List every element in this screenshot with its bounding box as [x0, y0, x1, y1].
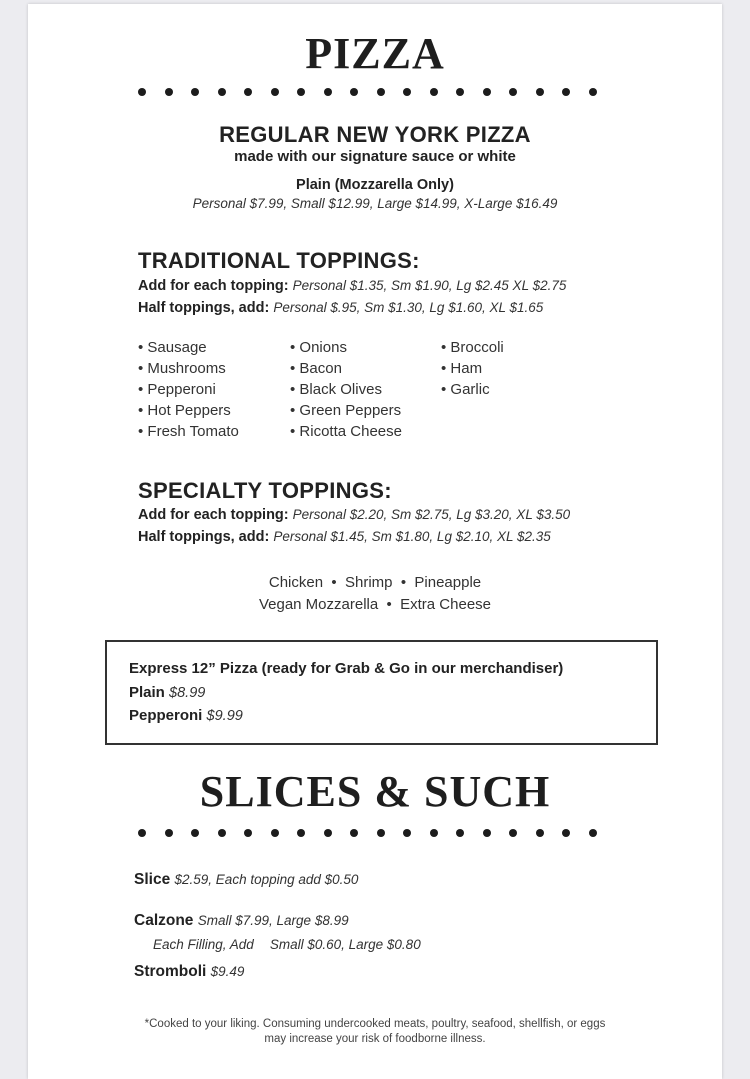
pizza-title: PIZZA — [305, 29, 445, 78]
traditional-add-label: Add for each topping: — [138, 278, 289, 294]
traditional-toppings-heading: TRADITIONAL TOPPINGS: — [138, 248, 420, 273]
topping-item: • Pepperoni — [138, 381, 216, 398]
express-item-price: $9.99 — [206, 708, 243, 724]
dot-icon — [456, 829, 464, 837]
dot-icon — [271, 88, 279, 96]
calzone-filling-line — [153, 937, 421, 953]
calzone-filling-label: Each Filling, Add — [153, 937, 254, 952]
footer-disclaimer-line-1: *Cooked to your liking. Consuming undercooked meats, poultry, seafood, shellfish, or eggs — [144, 1018, 606, 1030]
express-item-price: $8.99 — [169, 685, 206, 701]
stromboli-label: Stromboli — [134, 963, 207, 980]
topping-item: • Sausage — [138, 339, 207, 356]
regular-pizza-heading: REGULAR NEW YORK PIZZA — [219, 122, 531, 147]
plain-pizza-label: Plain (Mozzarella Only) — [296, 177, 454, 193]
express-pizza-box — [105, 640, 658, 745]
traditional-half-line — [138, 300, 543, 316]
topping-item: • Green Peppers — [290, 402, 402, 419]
dot-icon — [589, 829, 597, 837]
dot-divider — [138, 829, 597, 837]
dot-icon — [350, 88, 358, 96]
dot-icon — [536, 88, 544, 96]
dot-icon — [562, 88, 570, 96]
dot-icon — [138, 88, 146, 96]
calzone-price: Small $7.99, Large $8.99 — [197, 913, 349, 928]
traditional-half-label: Half toppings, add: — [138, 300, 270, 316]
dot-icon — [430, 88, 438, 96]
topping-item: • Onions — [290, 339, 347, 356]
traditional-add-prices: Personal $1.35, Sm $1.90, Lg $2.45 XL $2.75 — [292, 278, 567, 293]
specialty-half-label: Half toppings, add: — [138, 529, 270, 545]
dot-icon — [589, 88, 597, 96]
stromboli-line — [134, 963, 244, 981]
dot-icon — [430, 829, 438, 837]
specialty-add-line — [138, 507, 570, 523]
dot-icon — [536, 829, 544, 837]
specialty-toppings-heading: SPECIALTY TOPPINGS: — [138, 478, 392, 503]
topping-item: • Ricotta Cheese — [290, 423, 402, 440]
dot-icon — [244, 88, 252, 96]
dot-icon — [324, 88, 332, 96]
dot-icon — [350, 829, 358, 837]
stromboli-price: $9.49 — [210, 964, 245, 979]
topping-item: • Black Olives — [290, 381, 382, 398]
dot-divider — [138, 88, 597, 96]
regular-pizza-subheading: made with our signature sauce or white — [234, 148, 516, 165]
dot-icon — [297, 829, 305, 837]
dot-icon — [165, 88, 173, 96]
calzone-filling-price: Small $0.60, Large $0.80 — [269, 937, 421, 952]
dot-icon — [138, 829, 146, 837]
dot-icon — [483, 88, 491, 96]
slices-title: SLICES & SUCH — [199, 767, 551, 816]
dot-icon — [297, 88, 305, 96]
topping-item: • Fresh Tomato — [138, 423, 239, 440]
traditional-toppings-column-1 — [138, 337, 239, 442]
specialty-items-line-1: Chicken • Shrimp • Pineapple — [268, 574, 482, 591]
slice-price: $2.59, Each topping add $0.50 — [174, 872, 359, 887]
traditional-toppings-column-3 — [441, 337, 504, 400]
topping-item: • Bacon — [290, 360, 342, 377]
dot-icon — [377, 88, 385, 96]
calzone-label: Calzone — [134, 912, 194, 929]
dot-icon — [456, 88, 464, 96]
traditional-add-line — [138, 278, 566, 294]
dot-icon — [562, 829, 570, 837]
topping-item: • Broccoli — [441, 339, 504, 356]
express-item-label: Pepperoni — [129, 707, 203, 724]
dot-icon — [218, 829, 226, 837]
dot-icon — [324, 829, 332, 837]
express-item-label: Plain — [129, 684, 165, 701]
topping-item: • Ham — [441, 360, 483, 377]
topping-item: • Garlic — [441, 381, 490, 398]
traditional-toppings-column-2 — [290, 337, 402, 442]
express-item — [129, 707, 243, 724]
topping-item: • Hot Peppers — [138, 402, 231, 419]
traditional-half-prices: Personal $.95, Sm $1.30, Lg $1.60, XL $1.65 — [273, 300, 544, 315]
dot-icon — [218, 88, 226, 96]
specialty-half-line — [138, 529, 551, 545]
dot-icon — [271, 829, 279, 837]
specialty-add-prices: Personal $2.20, Sm $2.75, Lg $3.20, XL $3.50 — [292, 507, 571, 522]
dot-icon — [191, 88, 199, 96]
express-heading: Express 12” Pizza (ready for Grab & Go in our merchandiser) — [129, 660, 564, 677]
footer-disclaimer-line-2: may increase your risk of foodborne illness. — [264, 1033, 486, 1045]
slice-label: Slice — [134, 871, 171, 888]
slice-line — [134, 871, 358, 889]
specialty-add-label: Add for each topping: — [138, 507, 289, 523]
dot-icon — [509, 829, 517, 837]
specialty-half-prices: Personal $1.45, Sm $1.80, Lg $2.10, XL $2.35 — [273, 529, 551, 544]
plain-pizza-prices: Personal $7.99, Small $12.99, Large $14.99, X-Large $16.49 — [192, 196, 558, 211]
dot-icon — [377, 829, 385, 837]
calzone-line — [134, 912, 349, 930]
dot-icon — [403, 88, 411, 96]
specialty-items-line-2: Vegan Mozzarella • Extra Cheese — [258, 596, 492, 613]
dot-icon — [483, 829, 491, 837]
topping-item: • Mushrooms — [138, 360, 226, 377]
dot-icon — [244, 829, 252, 837]
dot-icon — [191, 829, 199, 837]
dot-icon — [509, 88, 517, 96]
dot-icon — [165, 829, 173, 837]
express-item — [129, 684, 205, 701]
dot-icon — [403, 829, 411, 837]
